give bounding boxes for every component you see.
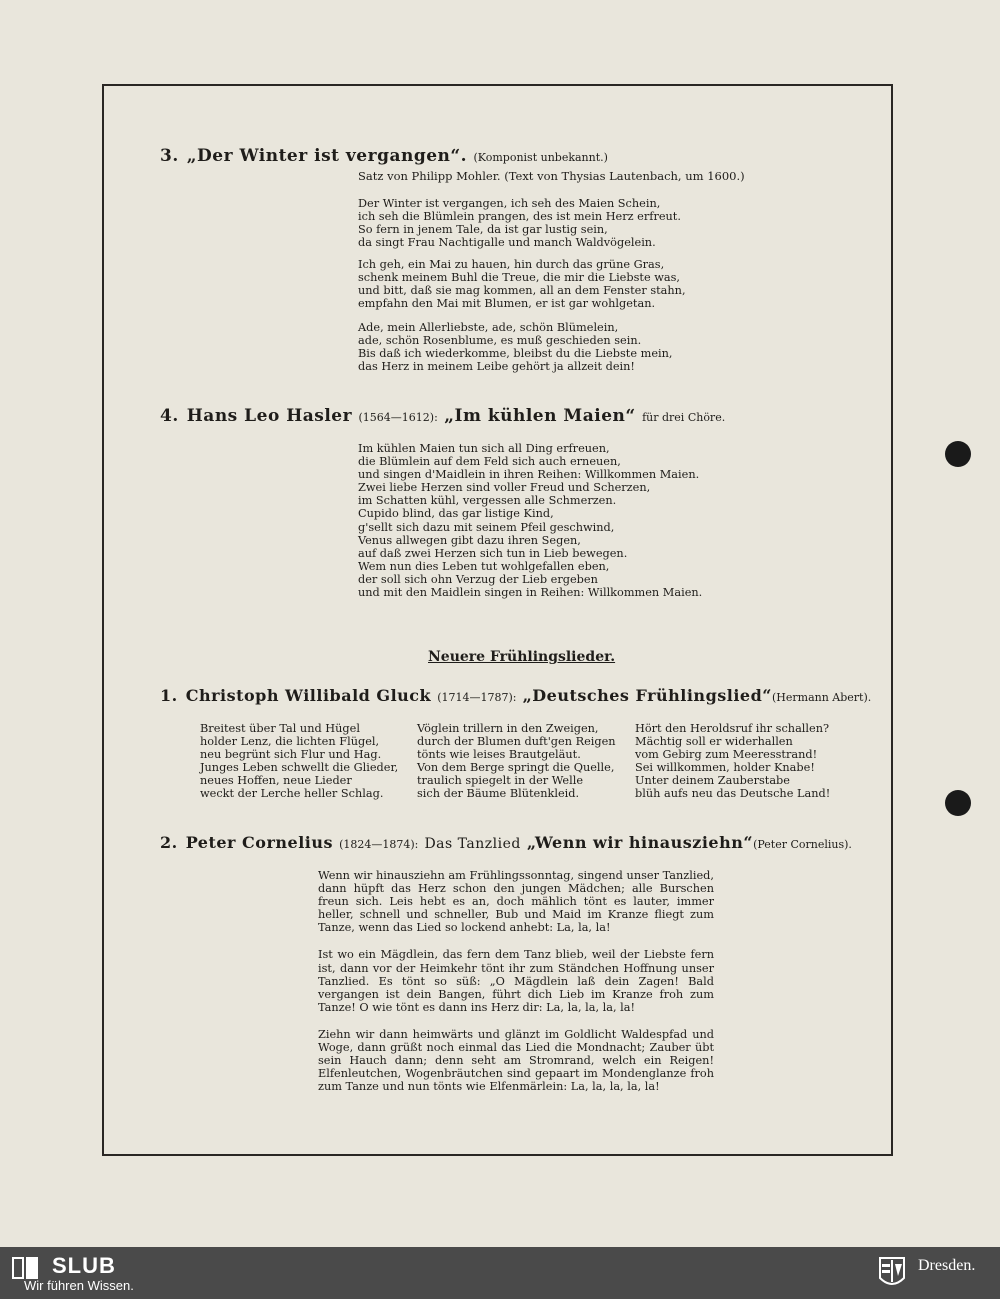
lyric-line: Sei willkommen, holder Knabe! xyxy=(635,761,815,775)
lyric-line: die Blümlein auf dem Feld sich auch erneuen, xyxy=(358,455,621,469)
gluck-note: (Hermann Abert). xyxy=(771,691,872,704)
lyric-line: holder Lenz, die lichten Flügel, xyxy=(200,735,380,749)
footer-bar xyxy=(0,1247,1000,1299)
lyric-line: Breitest über Tal und Hügel xyxy=(200,722,360,735)
lyric-line: ade, schön Rosenblume, es muß geschieden sein. xyxy=(358,334,642,348)
lyric-line: Unter deinem Zauberstabe xyxy=(635,774,790,788)
section3-note: (Komponist unbekannt.) xyxy=(473,151,608,164)
section4-title: „Im kühlen Maien“ xyxy=(444,406,636,426)
lyric-line: Junges Leben schwellt die Glieder, xyxy=(200,761,399,775)
lyric-line: und bitt, daß sie mag kommen, all an dem Fenster stahn, xyxy=(358,284,686,298)
lyric-line: Ich geh, ein Mai zu hauen, hin durch das grüne Gras, xyxy=(358,258,665,271)
lyric-line: Im kühlen Maien tun sich all Ding erfreuen, xyxy=(358,442,610,455)
cornelius-note: (Peter Cornelius). xyxy=(753,838,852,851)
lyric-line: Zwei liebe Herzen sind voller Freud und Scherzen, xyxy=(358,481,651,495)
cornelius-composer: Peter Cornelius xyxy=(185,833,333,852)
lyric-line: Von dem Berge springt die Quelle, xyxy=(417,761,615,775)
lyric-line: und singen d'Maidlein in ihren Reihen: Willkommen Maien. xyxy=(358,468,700,482)
lyric-line: So fern in jenem Tale, da ist gar lustig sein, xyxy=(358,223,608,237)
lyric-line: Ade, mein Allerliebste, ade, schön Blümelein, xyxy=(358,321,619,334)
dresden-crest-icon xyxy=(878,1256,906,1294)
section4-note: für drei Chöre. xyxy=(642,411,726,424)
cornelius-lyrics xyxy=(318,869,714,1107)
lyric-line: Hört den Heroldsruf ihr schallen? xyxy=(635,722,830,735)
section3-stanza-3 xyxy=(358,321,672,373)
section4-heading xyxy=(160,406,725,426)
lyric-line: Cupido blind, das gar listige Kind, xyxy=(358,507,554,521)
lyric-line: traulich spiegelt in der Welle xyxy=(417,774,584,788)
gluck-stanza-3 xyxy=(635,722,830,801)
lyric-line: im Schatten kühl, vergessen alle Schmerzen. xyxy=(358,494,617,508)
lyric-line: auf daß zwei Herzen sich tun in Lieb bewegen. xyxy=(358,546,628,560)
gluck-title: „Deutsches Frühlingslied“ xyxy=(522,686,772,705)
lyric-line: Wem nun dies Leben tut wohlgefallen eben, xyxy=(358,559,610,573)
section4-dates: (1564—1612): xyxy=(358,411,438,424)
section4-number: 4. xyxy=(160,406,179,426)
lyric-line: blüh aufs neu das Deutsche Land! xyxy=(635,787,831,801)
gluck-composer: Christoph Willibald Gluck xyxy=(185,686,432,705)
lyric-line: der soll sich ohn Verzug der Lieb ergeben xyxy=(358,572,598,586)
lyric-line: sich der Bäume Blütenkleid. xyxy=(417,787,580,801)
lyric-line: durch der Blumen duft'gen Reigen xyxy=(417,735,616,749)
gluck-stanza-1 xyxy=(200,722,398,801)
section4-lyrics xyxy=(358,442,702,599)
lyric-line: das Herz in meinem Leibe gehört ja allzeit dein! xyxy=(358,360,635,374)
section3-subline: Satz von Philipp Mohler. (Text von Thysias Lautenbach, um 1600.) xyxy=(358,169,745,183)
gluck-stanza-2 xyxy=(417,722,616,801)
lyric-line: neues Hoffen, neue Lieder xyxy=(200,774,352,788)
footer-brand: SLUB xyxy=(52,1253,116,1278)
lyric-line: neu begrünt sich Flur und Hag. xyxy=(200,748,382,762)
cornelius-dates: (1824—1874): xyxy=(339,838,419,851)
lyric-line: tönts wie leises Brautgeläut. xyxy=(417,748,581,762)
gluck-dates: (1714—1787): xyxy=(437,691,517,704)
cornelius-heading xyxy=(160,833,852,852)
gluck-heading xyxy=(160,686,871,705)
section3-stanza-2 xyxy=(358,258,686,310)
lyric-line: Mächtig soll er widerhallen xyxy=(635,735,793,749)
cornelius-title-prefix: Das Tanzlied xyxy=(424,836,521,852)
lyric-line: und mit den Maidlein singen in Reihen: Willkommen Maien. xyxy=(358,586,703,600)
footer-tagline: Wir führen Wissen. xyxy=(24,1278,134,1293)
lyric-line: vom Gebirg zum Meeresstrand! xyxy=(635,748,818,762)
lyric-line: Bis daß ich wiederkomme, bleibst du die Liebste mein, xyxy=(358,347,673,361)
gluck-number: 1. xyxy=(160,686,178,705)
lyric-line: ich seh die Blümlein prangen, des ist mein Herz erfreut. xyxy=(358,210,681,224)
lyric-line: da singt Frau Nachtigalle und manch Waldvögelein. xyxy=(358,236,656,250)
punch-hole-bottom xyxy=(945,790,971,816)
section4-composer: Hans Leo Hasler xyxy=(186,406,353,426)
lyric-paragraph: Ziehn wir dann heimwärts und glänzt im Goldlicht Waldespfad und Woge, dann grüßt noch einmal das Lied die Mondnacht; Zauber übt sein Hauch dann; denn seht am Stromrand, welch ein Reigen! Elfenleutchen, Wogenbräutchen sind gepaart im Mondenglanze froh zum Tanze und nun tönts wie Elfenmärlein: La, la, la, la, la! xyxy=(318,1027,714,1094)
footer-dresden-label: Dresden. xyxy=(918,1257,976,1274)
section-subtitle: Neuere Frühlingslieder. xyxy=(428,649,616,665)
lyric-line: Vöglein trillern in den Zweigen, xyxy=(417,722,599,735)
lyric-line: empfahn den Mai mit Blumen, er ist gar wohlgetan. xyxy=(358,297,656,311)
section3-title: „Der Winter ist vergangen“. xyxy=(186,146,468,166)
lyric-line: schenk meinem Buhl die Treue, die mir die Liebste was, xyxy=(358,271,681,285)
lyric-line: Der Winter ist vergangen, ich seh des Maien Schein, xyxy=(358,197,661,210)
section3-number: 3. xyxy=(160,146,179,166)
section3-heading xyxy=(160,146,608,166)
lyric-line: g'sellt sich dazu mit seinem Pfeil geschwind, xyxy=(358,520,615,534)
lyric-line: weckt der Lerche heller Schlag. xyxy=(200,787,384,801)
section3-stanza-1 xyxy=(358,197,681,249)
lyric-paragraph: Wenn wir hinausziehn am Frühlingssonntag, singend unser Tanzlied, dann hüpft das Herz schon den jungen Mädchen; alle Burschen freun sich. Leis hebt es an, doch mählich tönt es lauter, immer heller, schnell und schneller, Bub und Maid im Kranze fliegt zum Tanze, wenn das Lied so lockend anhebt: La, la, la! xyxy=(318,869,714,935)
cornelius-number: 2. xyxy=(160,833,178,852)
punch-hole-top xyxy=(945,441,971,467)
cornelius-title: „Wenn wir hinausziehn“ xyxy=(526,833,754,852)
lyric-paragraph: Ist wo ein Mägdlein, das fern dem Tanz blieb, weil der Liebste fern ist, dann vor der Heimkehr tönt ihr zum Ständchen Hoffnung unser Tanzlied. Es tönt so süß: „O Mägdlein laß dein Zagen! Bald vergangen ist dein Bangen, führt dich Lieb im Kranze froh zum Tanze! O wie tönt es dann ins Herz dir: La, la, la, la, la! xyxy=(318,948,714,1014)
lyric-line: Venus allwegen gibt dazu ihren Segen, xyxy=(358,533,581,547)
